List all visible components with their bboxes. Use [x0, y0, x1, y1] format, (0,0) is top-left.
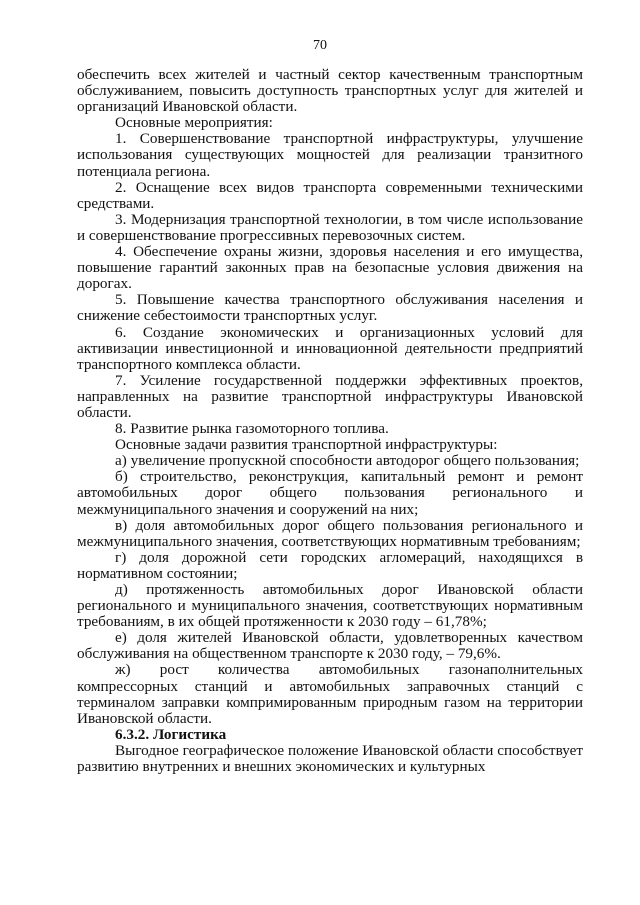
- paragraph-measure-6: 6. Создание экономических и организационных условий для активизации инвестиционной и инновационной деятельности предприятий транспортного комплекса области.: [77, 323, 583, 373]
- paragraph-task-b: б) строительство, реконструкция, капитальный ремонт и ремонт автомобильных дорог общего пользования регионального и межмуниципального значения и сооружений на них;: [77, 468, 583, 518]
- paragraph-task-v: в) доля автомобильных дорог общего пользования регионального и межмуниципального значения, соответствующих нормативным требованиям;: [77, 516, 583, 550]
- paragraph-task-d: д) протяженность автомобильных дорог Ивановской области регионального и муниципального значения, соответствующих нормативным требованиям, в их общей протяженности к 2030 году – 61,78%;: [77, 581, 583, 631]
- paragraph-task-zh: ж) рост количества автомобильных газонаполнительных компрессорных станций и автомобильных заправочных станций с терминалом заправки компримированным природным газом на территории Ивановской области.: [77, 661, 583, 727]
- paragraph-task-a: а) увеличение пропускной способности автодорог общего пользования;: [115, 452, 580, 470]
- paragraph-measure-5: 5. Повышение качества транспортного обслуживания населения и снижение себестоимости транспортных услуг.: [77, 291, 583, 325]
- paragraph-task-g: г) доля дорожной сети городских агломераций, находящихся в нормативном состоянии;: [77, 548, 583, 582]
- document-body: [77, 67, 583, 775]
- paragraph-task-e: е) доля жителей Ивановской области, удовлетворенных качеством обслуживания на общественном транспорте к 2030 году, – 79,6%.: [77, 629, 583, 663]
- paragraph-measure-4: 4. Обеспечение охраны жизни, здоровья населения и его имущества, повышение гарантий законных прав на безопасные условия движения на дорогах.: [77, 243, 583, 293]
- paragraph-closing: Выгодное географическое положение Ивановской области способствует развитию внутренних и внешних экономических и культурных: [77, 741, 583, 776]
- paragraph-measure-8: 8. Развитие рынка газомоторного топлива.: [115, 420, 389, 438]
- paragraph-measure-3: 3. Модернизация транспортной технологии, в том числе использование и совершенствование прогрессивных перевозочных систем.: [77, 210, 583, 244]
- paragraph-measure-2: 2. Оснащение всех видов транспорта современными техническими средствами.: [77, 178, 583, 212]
- paragraph-measure-7: 7. Усиление государственной поддержки эффективных проектов, направленных на развитие транспортной инфраструктуры Ивановской области.: [77, 371, 583, 421]
- paragraph-measure-1: 1. Совершенствование транспортной инфраструктуры, улучшение использования существующих мощностей для реализации транзитного потенциала региона.: [77, 130, 583, 180]
- page-number: 70: [313, 38, 327, 53]
- section-heading: 6.3.2. Логистика: [115, 725, 227, 743]
- paragraph-intro-continuation: обеспечить всех жителей и частный сектор качественным транспортным обслуживанием, повысить доступность транспортных услуг для жителей и организаций Ивановской области.: [77, 66, 583, 116]
- paragraph-tasks-heading: Основные задачи развития транспортной инфраструктуры:: [115, 436, 498, 454]
- paragraph-main-measures-heading: Основные мероприятия:: [115, 114, 273, 132]
